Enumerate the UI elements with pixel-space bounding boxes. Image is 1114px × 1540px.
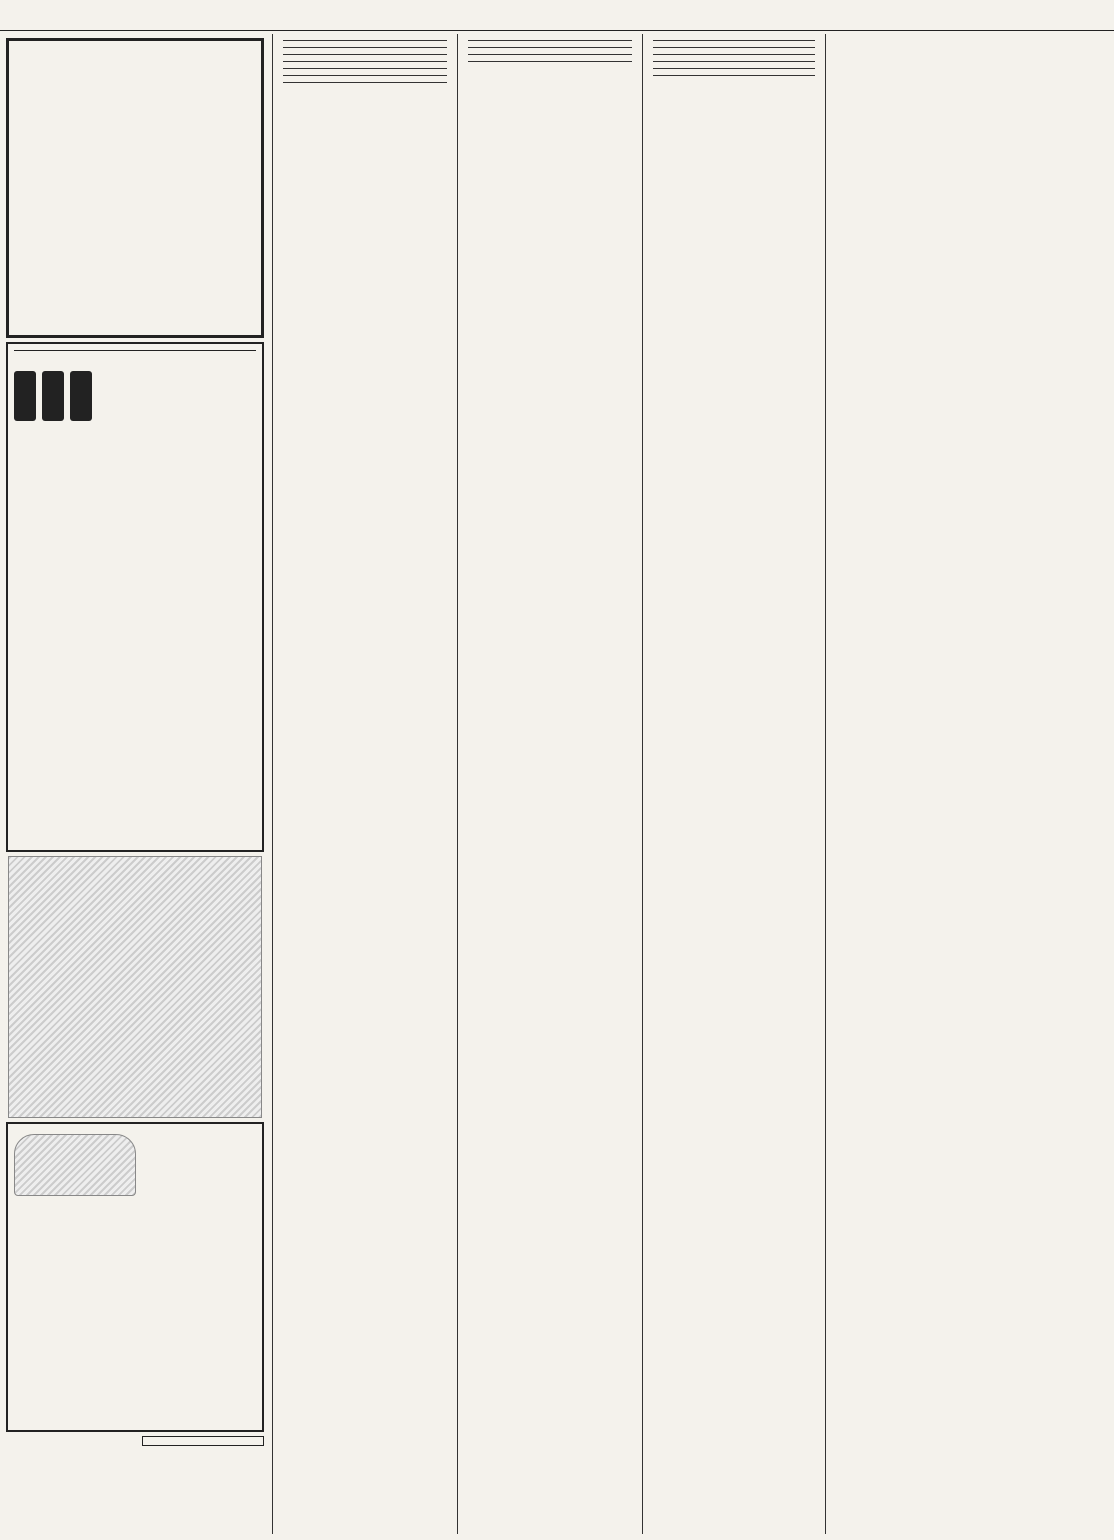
- sketch-illustration: [8, 856, 262, 1118]
- rule: [283, 75, 447, 76]
- column-war-news: [645, 34, 823, 1534]
- rule: [653, 40, 815, 41]
- bottle-icon: [42, 371, 64, 421]
- rule: [283, 54, 447, 55]
- hearne-bottles-illustration: [14, 371, 256, 421]
- hearne-ad: [6, 342, 264, 852]
- motor-mail-ad: [6, 1436, 138, 1446]
- column-empire: [275, 34, 455, 1534]
- rule: [283, 40, 447, 41]
- bottom-ads-row: [6, 1436, 264, 1446]
- rule: [653, 75, 815, 76]
- rule: [283, 61, 447, 62]
- rule: [653, 61, 815, 62]
- rule: [653, 47, 815, 48]
- hearne-banner: [14, 350, 256, 351]
- rule: [653, 54, 815, 55]
- goitre-ad: [142, 1436, 264, 1446]
- right-side-grid: [828, 34, 1114, 1534]
- rule: [653, 68, 815, 69]
- column-pozieres: [460, 34, 640, 1534]
- ambury-ad: [6, 38, 264, 338]
- rule: [283, 68, 447, 69]
- armchair-illustration: [14, 1134, 136, 1196]
- rule: [468, 54, 632, 55]
- rule: [468, 40, 632, 41]
- rule: [283, 82, 447, 83]
- bottle-icon: [14, 371, 36, 421]
- rule: [468, 61, 632, 62]
- rule: [468, 47, 632, 48]
- bottle-icon: [70, 371, 92, 421]
- masthead: [0, 0, 1114, 31]
- scoullar-ad: [6, 1122, 264, 1432]
- column-ads-left: [0, 34, 270, 1534]
- column-rule: [272, 34, 273, 1534]
- scoullar-bottom-row: [14, 1134, 256, 1196]
- column-rule: [825, 34, 826, 1534]
- right-side: [828, 34, 1114, 1534]
- rule: [283, 47, 447, 48]
- column-rule: [457, 34, 458, 1534]
- column-rule: [642, 34, 643, 1534]
